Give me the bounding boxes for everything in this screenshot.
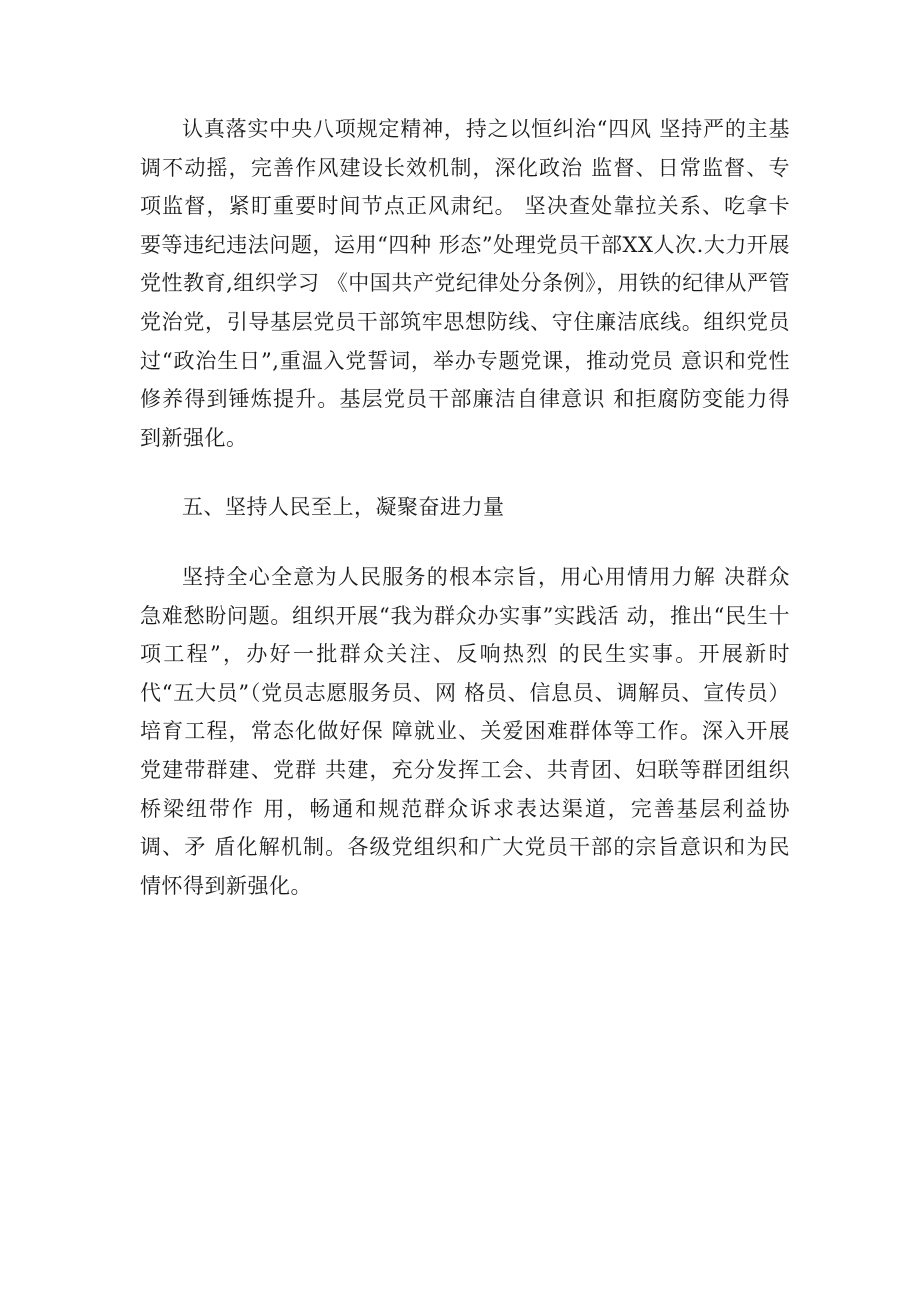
section-heading-five: 五、坚持人民至上，凝聚奋进力量 bbox=[182, 495, 505, 520]
paragraph-discipline: 认真落实中央八项规定精神，持之以恒纠治“四风 坚持严的主基调不动摇，完善作风建设长效机制，深化政治 监督、日常监督、专项监督，紧盯重要时间节点正风肃纪。 坚决查处靠拉关系、吃拿卡要等违纪违法问题，运用“四种 形态”处理党员干部XX人次.大力开展党性教育,组织学习 《中国共产党纪律处分条例》，用铁的纪律从严管党治党，引导基层党员干部筑牢思想防线、守住廉洁底线。组织党员 过“政治生日”,重温入党誓词，举办专题党课，推动党员 意识和党性修养得到锤炼提升。基层党员干部廉洁自律意识 和拒腐防变能力得到新强化。 bbox=[140, 117, 790, 450]
paragraph-people-first: 坚持全心全意为人民服务的根本宗旨，用心用情用力解 决群众急难愁盼问题。组织开展“我为群众办实事”实践活 动，推出“民生十项工程”，办好一批群众关注、反响热烈 的民生实事。开展新时代“五大员”（党员志愿服务员、网 格员、信息员、调解员、宣传员）培育工程，常态化做好保 障就业、关爱困难群体等工作。深入开展党建带群建、党群 共建，充分发挥工会、共青团、妇联等群团组织桥梁纽带作 用，畅通和规范群众诉求表达渠道，完善基层利益协调、矛 盾化解机制。各级党组织和广大党员干部的宗旨意识和为民 情怀得到新强化。 bbox=[140, 564, 790, 898]
document-body bbox=[140, 110, 790, 905]
